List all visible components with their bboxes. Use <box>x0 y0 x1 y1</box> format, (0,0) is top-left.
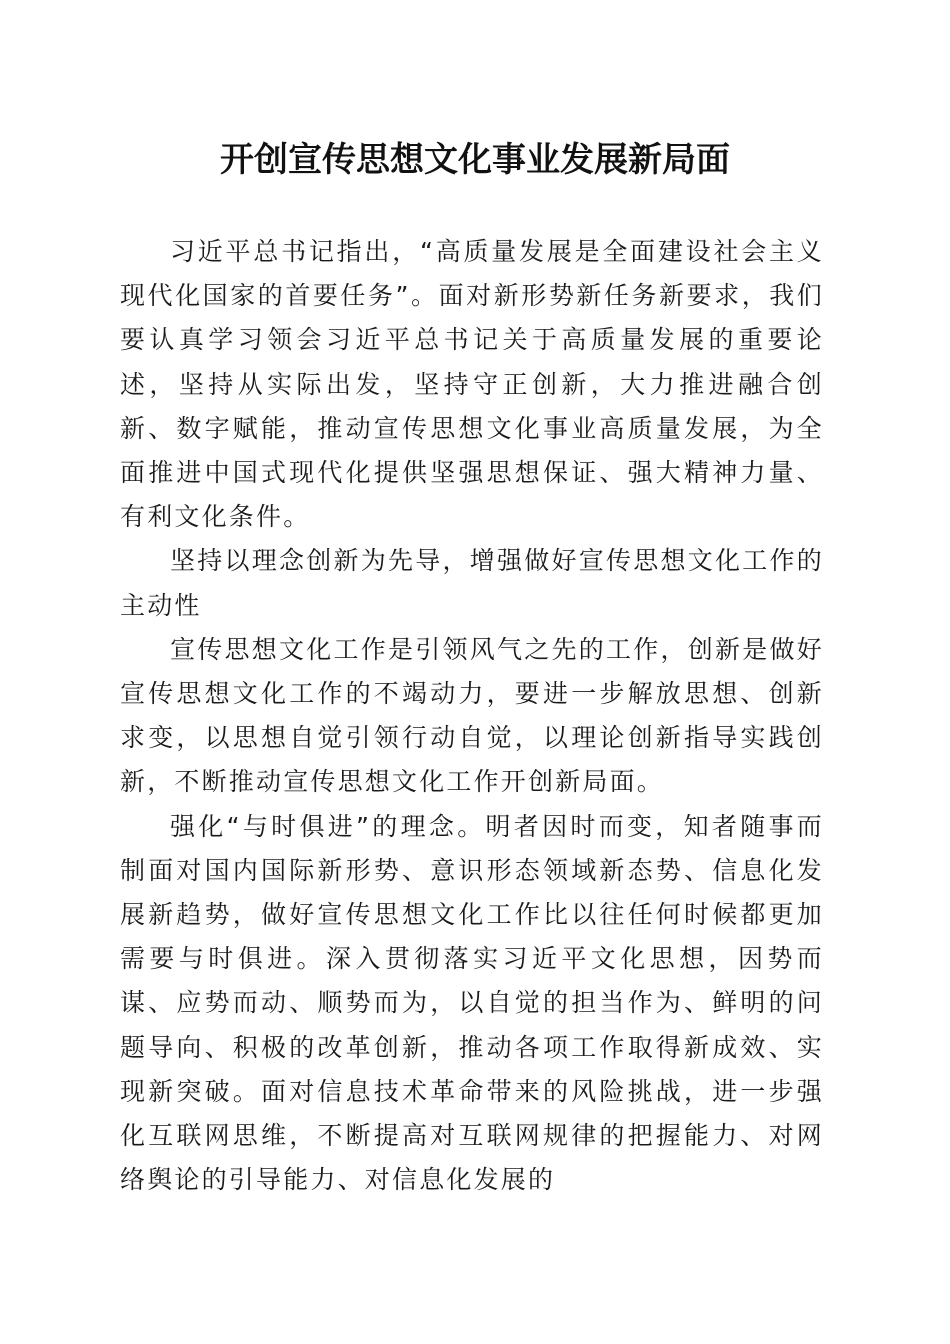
section-heading: 坚持以理念创新为先导，增强做好宣传思想文化工作的主动性 <box>120 546 824 620</box>
document-title: 开创宣传思想文化事业发展新局面 <box>220 140 730 180</box>
document-body <box>120 230 824 1202</box>
paragraph-keep-pace: 强化“与时俱进”的理念。明者因时而变，知者随事而制面对国内国际新形势、意识形态领域新态势、信息化发展新趋势，做好宣传思想文化工作比以往任何时候都更加需要与时俱进。深入贯彻落实习近平文化思想，因势而谋、应势而动、顺势而为，以自觉的担当作为、鲜明的问题导向、积极的改革创新，推动各项工作取得新成效、实现新突破。面对信息技术革命带来的风险挑战，进一步强化互联网思维，不断提高对互联网规律的把握能力、对网络舆论的引导能力、对信息化发展的 <box>120 811 824 1195</box>
paragraph-innovation: 宣传思想文化工作是引领风气之先的工作，创新是做好宣传思想文化工作的不竭动力，要进一步解放思想、创新求变，以思想自觉引领行动自觉，以理论创新指导实践创新，不断推动宣传思想文化工作开创新局面。 <box>120 634 824 797</box>
paragraph-intro: 习近平总书记指出，“高质量发展是全面建设社会主义现代化国家的首要任务”。面对新形势新任务新要求，我们要认真学习领会习近平总书记关于高质量发展的重要论述，坚持从实际出发，坚持守正创新，大力推进融合创新、数字赋能，推动宣传思想文化事业高质量发展，为全面推进中国式现代化提供坚强思想保证、强大精神力量、有利文化条件。 <box>120 237 824 532</box>
